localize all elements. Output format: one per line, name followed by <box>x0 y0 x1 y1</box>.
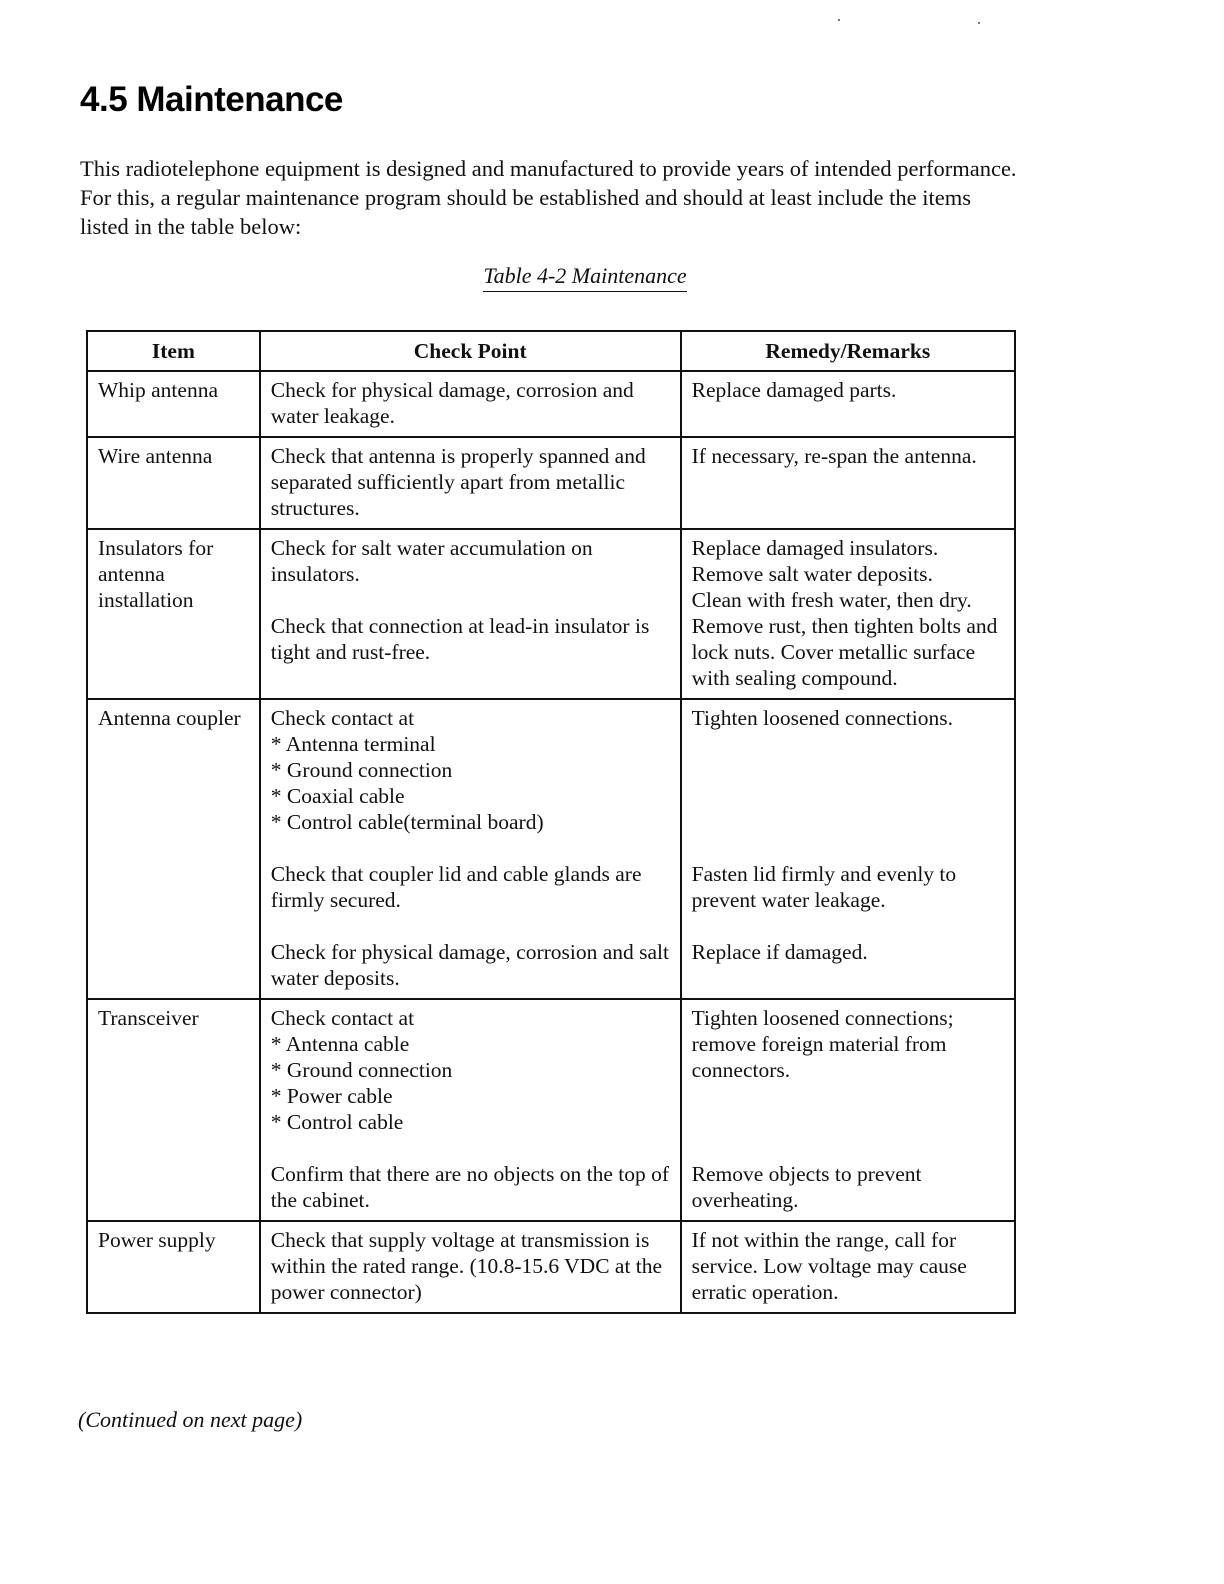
cell-item: Antenna coupler <box>87 699 260 999</box>
check-bullet: * Control cable(terminal board) <box>270 810 544 834</box>
check-bullet: * Power cable <box>270 1084 393 1108</box>
remedy-text: Remove salt water deposits. <box>691 562 933 586</box>
header-item: Item <box>87 331 260 371</box>
table-row <box>87 371 1015 437</box>
table-row <box>87 529 1015 699</box>
check-text: Check for salt water accumulation on insulators. <box>270 536 593 586</box>
remedy-text: Remove rust, then tighten bolts and lock nuts. Cover metallic surface with sealing compound. <box>691 614 998 690</box>
cell-check-point <box>260 699 681 999</box>
check-text: Confirm that there are no objects on the top of the cabinet. <box>270 1162 670 1212</box>
section-heading: 4.5 Maintenance <box>80 80 343 119</box>
check-bullet: * Antenna terminal <box>270 732 436 756</box>
check-text: Check that connection at lead-in insulator is tight and rust-free. <box>270 614 650 664</box>
check-text: Check for physical damage, corrosion and salt water deposits. <box>270 940 670 990</box>
remedy-text: Clean with fresh water, then dry. <box>691 588 972 612</box>
check-text: Check contact at <box>270 706 415 730</box>
check-bullet: * Ground connection <box>270 1058 453 1082</box>
cell-check-point <box>260 529 681 699</box>
cell-item: Transceiver <box>87 999 260 1221</box>
check-bullet: * Ground connection <box>270 758 453 782</box>
cell-item: Wire antenna <box>87 437 260 529</box>
remedy-text: Tighten loosened connections. <box>691 706 953 730</box>
cell-remedy <box>681 1221 1015 1313</box>
table-row <box>87 999 1015 1221</box>
check-text: Check that coupler lid and cable glands are firmly secured. <box>270 862 642 912</box>
cell-item: Insulators for antenna installation <box>87 529 260 699</box>
remedy-text: If not within the range, call for service. Low voltage may cause erratic operation. <box>691 1228 967 1304</box>
check-text: Check that supply voltage at transmission is within the rated range. (10.8-15.6 VDC at the power connector) <box>270 1228 663 1304</box>
cell-check-point <box>260 437 681 529</box>
cell-remedy <box>681 371 1015 437</box>
check-bullet: * Coaxial cable <box>270 784 405 808</box>
cell-check-point <box>260 999 681 1221</box>
scan-speck <box>978 22 980 24</box>
remedy-text: Replace damaged insulators. <box>691 536 939 560</box>
maintenance-table <box>86 330 1016 1314</box>
table-caption <box>0 263 1170 289</box>
table-row <box>87 1221 1015 1313</box>
cell-remedy <box>681 529 1015 699</box>
table-caption-text: Table 4-2 Maintenance <box>483 263 686 292</box>
continued-note: (Continued on next page) <box>78 1407 303 1432</box>
cell-remedy <box>681 699 1015 999</box>
header-check-point: Check Point <box>260 331 681 371</box>
table-row <box>87 699 1015 999</box>
remedy-text: Fasten lid firmly and evenly to prevent water leakage. <box>691 862 957 912</box>
table-header-row <box>87 331 1015 371</box>
cell-item: Power supply <box>87 1221 260 1313</box>
check-bullet: * Antenna cable <box>270 1032 410 1056</box>
check-bullet: * Control cable <box>270 1110 404 1134</box>
remedy-text: If necessary, re-span the antenna. <box>691 444 977 468</box>
remedy-text: Tighten loosened connections; remove foreign material from connectors. <box>691 1006 954 1082</box>
cell-check-point <box>260 1221 681 1313</box>
cell-remedy <box>681 437 1015 529</box>
check-text: Check that antenna is properly spanned and separated sufficiently apart from metallic structures. <box>270 444 646 520</box>
cell-item: Whip antenna <box>87 371 260 437</box>
remedy-text: Remove objects to prevent overheating. <box>691 1162 922 1212</box>
remedy-text: Replace damaged parts. <box>691 378 897 402</box>
cell-check-point <box>260 371 681 437</box>
scan-speck <box>838 19 840 21</box>
remedy-text: Replace if damaged. <box>691 940 868 964</box>
intro-paragraph: This radiotelephone equipment is designed and manufactured to provide years of intended performance. For this, a regular maintenance program should be established and should at least include the items listed in the table below: <box>80 156 1017 239</box>
cell-remedy <box>681 999 1015 1221</box>
check-text: Check contact at <box>270 1006 415 1030</box>
check-text: Check for physical damage, corrosion and water leakage. <box>270 378 634 428</box>
table-row <box>87 437 1015 529</box>
header-remedy-remarks: Remedy/Remarks <box>681 331 1015 371</box>
